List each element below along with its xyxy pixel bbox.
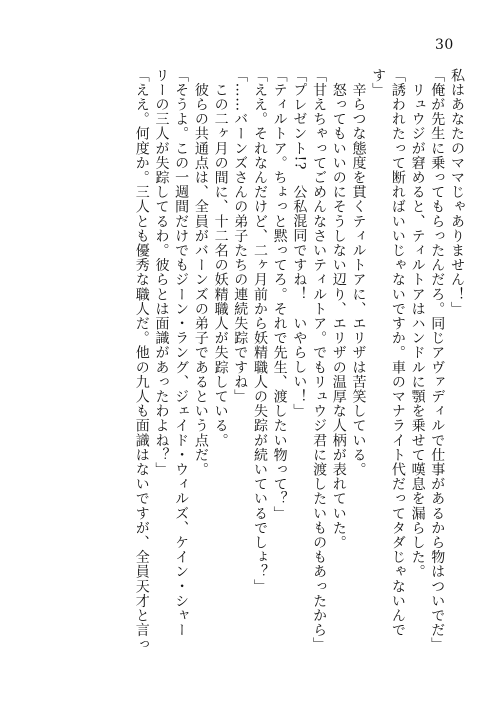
text-line: この二ヶ月の間に、十二名の妖精職人が失踪している。 [212,68,229,448]
text-line: 「誘われたって断ればいいじゃないですか。車のマナライト代だってタダじゃないんで [389,68,406,638]
text-line: 「ええ。それなんだけど、二ヶ月前から妖精職人の失踪が続いているでしょ？」 [251,68,268,594]
text-line: 「ティルトア。ちょっと黙ってろ。それで先生、渡したい物って？」 [271,68,288,521]
text-line: 「……バーンズさんの弟子たちの連続失踪ですね」 [232,68,249,404]
text-line: リュウジが窘めると、ティルトアはハンドルに顎を乗せて嘆息を漏らした。 [409,68,426,579]
text-line: 「甘えちゃってごめんなさいティルトア。でもリュウジ君に渡したいものもあったから」 [311,68,328,652]
text-line: 「俺が先生に乗ってもらったんだろ。同じアヴァディルで仕事があるから物はついでだ」 [429,68,446,652]
text-line: リーの三人が失踪してるわ。彼らとは面識があったわよね？」 [153,68,170,477]
text-line: 「プレゼント!? 公私混同ですね！ いやらしい！」 [291,68,308,419]
text-line: 「そうよ。この一週間だけでもジーン・ラング、ジェイド・ウィルズ、ケイン・シャー [173,68,190,638]
text-line: 怒ってもいいのにそうしない辺り、エリザの温厚な人柄が表れていた。 [330,68,347,550]
text-line: 彼らの共通点は、全員がバーンズの弟子であるという点だ。 [192,68,209,477]
page-number: 30 [435,37,454,53]
text-line: 私はあなたのママじゃありません！」 [449,68,465,317]
vertical-text-block [26,68,466,668]
text-line: す」 [370,68,387,98]
text-line: 「ええ。何度か。三人とも優秀な職人だ。他の九人も面識はないですが、全員天才と言っ [133,68,150,652]
text-line: 辛らつな態度を貫くティルトアに、エリザは苦笑している。 [350,68,367,477]
